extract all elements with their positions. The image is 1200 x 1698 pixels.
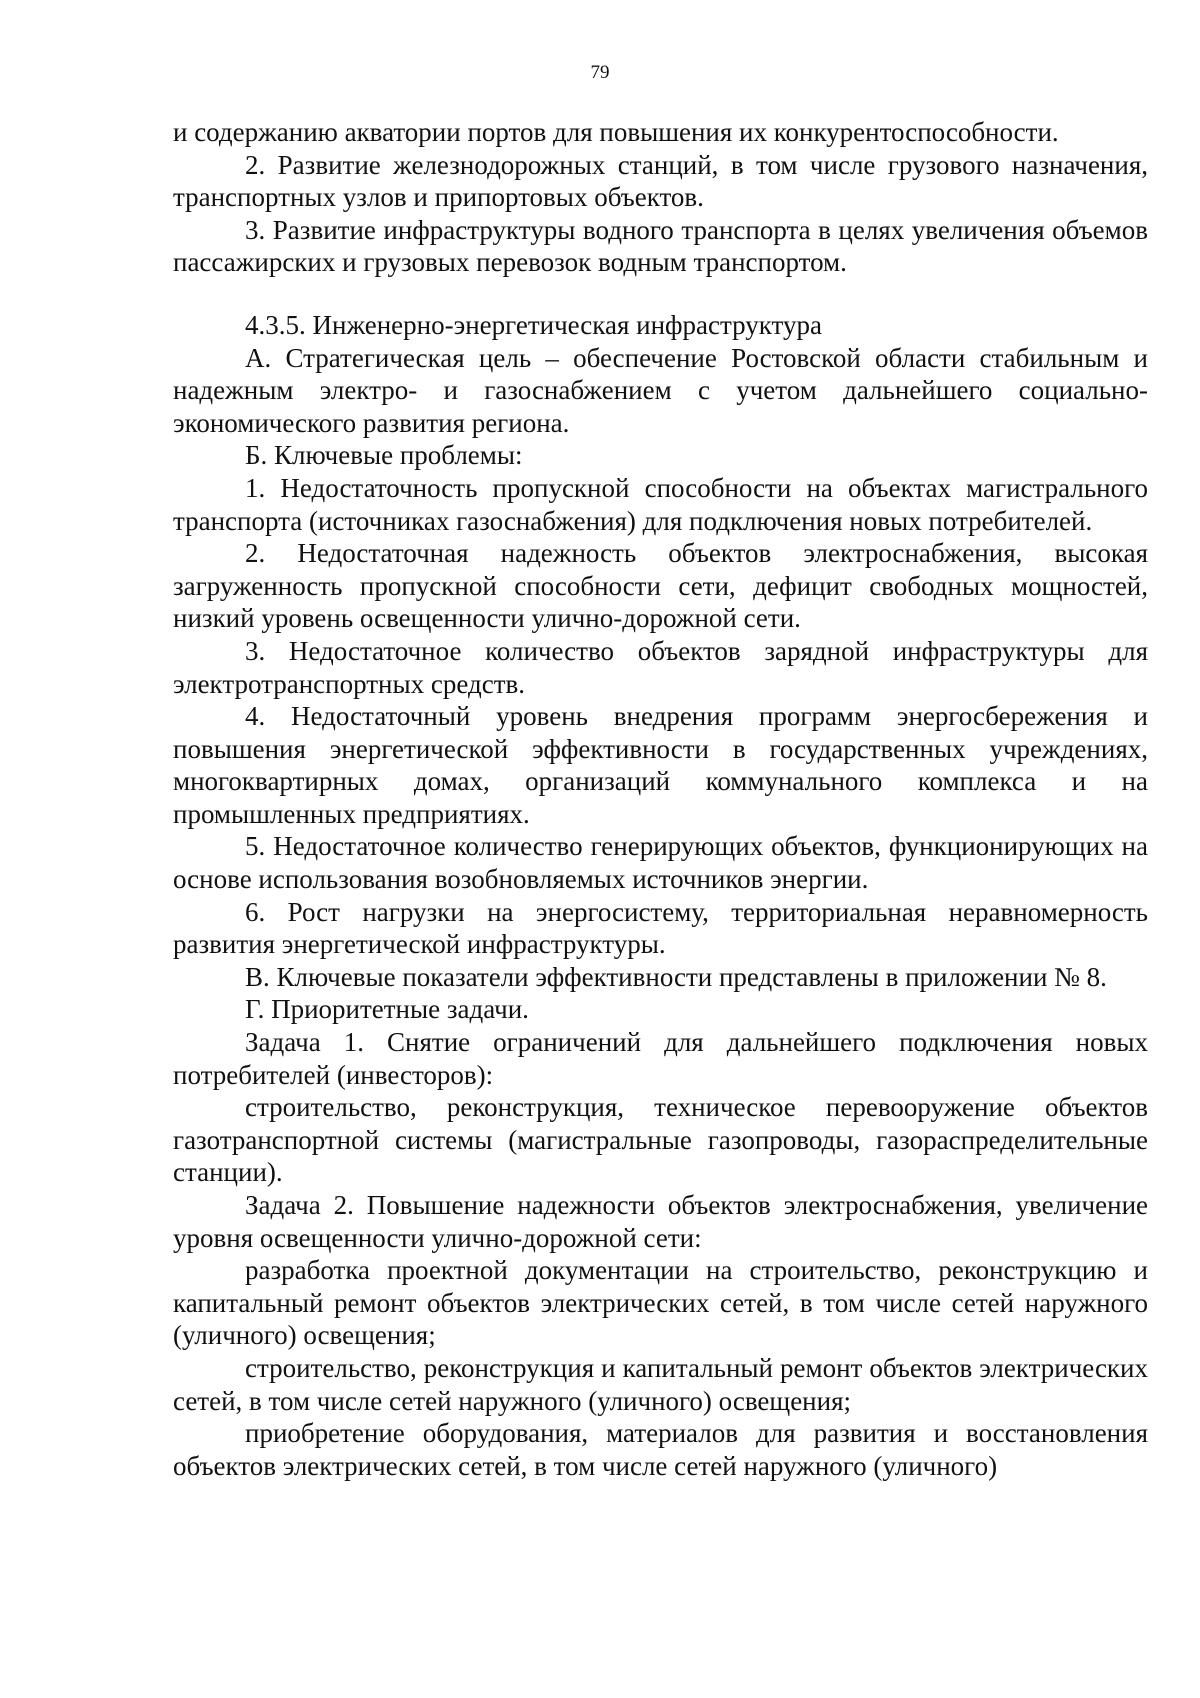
paragraph-task-1: Задача 1. Снятие ограничений для дальнейшего подключения новых потребителей (инвесторов): (173, 1027, 1148, 1090)
paragraph-task-1-measure: строительство, реконструкция, техническое перевооружение объектов газотранспортной системы (магистральные газопроводы, газораспределительные станции). (173, 1092, 1148, 1188)
paragraph-problem-3: 3. Недостаточное количество объектов зарядной инфраструктуры для электротранспортных средств. (173, 635, 1148, 699)
paragraph-item-2: 2. Развитие железнодорожных станций, в том числе грузового назначения, транспортных узлов и припортовых объектов. (173, 149, 1148, 213)
paragraph-problem-4: 4. Недостаточный уровень внедрения программ энергосбережения и повышения энергетической эффективности в государственных учреждениях, многоквартирных домах, организаций коммунального комплекса и на промышленных предприятиях. (173, 701, 1148, 829)
paragraph-task-2: Задача 2. Повышение надежности объектов электроснабжения, увеличение уровня освещенности улично-дорожной сети: (173, 1190, 1148, 1253)
paragraph-problem-1: 1. Недостаточность пропускной способности на объектах магистрального транспорта (источниках газоснабжения) для подключения новых потребителей. (173, 472, 1148, 536)
paragraph-problem-6: 6. Рост нагрузки на энергосистему, территориальная неравномерность развития энергетической инфраструктуры. (173, 896, 1148, 960)
page-number: 79 (590, 62, 610, 83)
paragraph-item-3: 3. Развитие инфраструктуры водного транспорта в целях увеличения объемов пассажирских и грузовых перевозок водным транспортом. (173, 214, 1148, 278)
section-heading: 4.3.5. Инженерно-энергетическая инфраструктура (245, 309, 822, 340)
document-body (173, 116, 1148, 1482)
paragraph-task-2-measure-3: приобретение оборудования, материалов для развития и восстановления объектов электрических сетей, в том числе сетей наружного (уличного) (173, 1418, 1148, 1481)
paragraph-kpi: В. Ключевые показатели эффективности представлены в приложении № 8. (245, 961, 1107, 992)
section-spacer (173, 279, 1148, 309)
paragraph-continuation: и содержанию акватории портов для повышения их конкурентоспособности. (173, 117, 1059, 147)
paragraph-key-problems-heading: Б. Ключевые проблемы: (245, 440, 523, 471)
paragraph-priority-tasks-heading: Г. Приоритетные задачи. (245, 994, 529, 1025)
paragraph-problem-5: 5. Недостаточное количество генерирующих объектов, функционирующих на основе использования возобновляемых источников энергии. (173, 831, 1148, 895)
paragraph-task-2-measure-1: разработка проектной документации на строительство, реконструкцию и капитальный ремонт объектов электрических сетей, в том числе сетей наружного (уличного) освещения; (173, 1255, 1148, 1351)
paragraph-problem-2: 2. Недостаточная надежность объектов электроснабжения, высокая загруженность пропускной способности сети, дефицит свободных мощностей, низкий уровень освещенности улично-дорожной сети. (173, 538, 1148, 634)
paragraph-strategic-goal: А. Стратегическая цель – обеспечение Ростовской области стабильным и надежным электро- и газоснабжением с учетом дальнейшего социально-экономического развития региона. (173, 342, 1148, 438)
paragraph-task-2-measure-2: строительство, реконструкция и капитальный ремонт объектов электрических сетей, в том числе сетей наружного (уличного) освещения; (173, 1352, 1148, 1416)
